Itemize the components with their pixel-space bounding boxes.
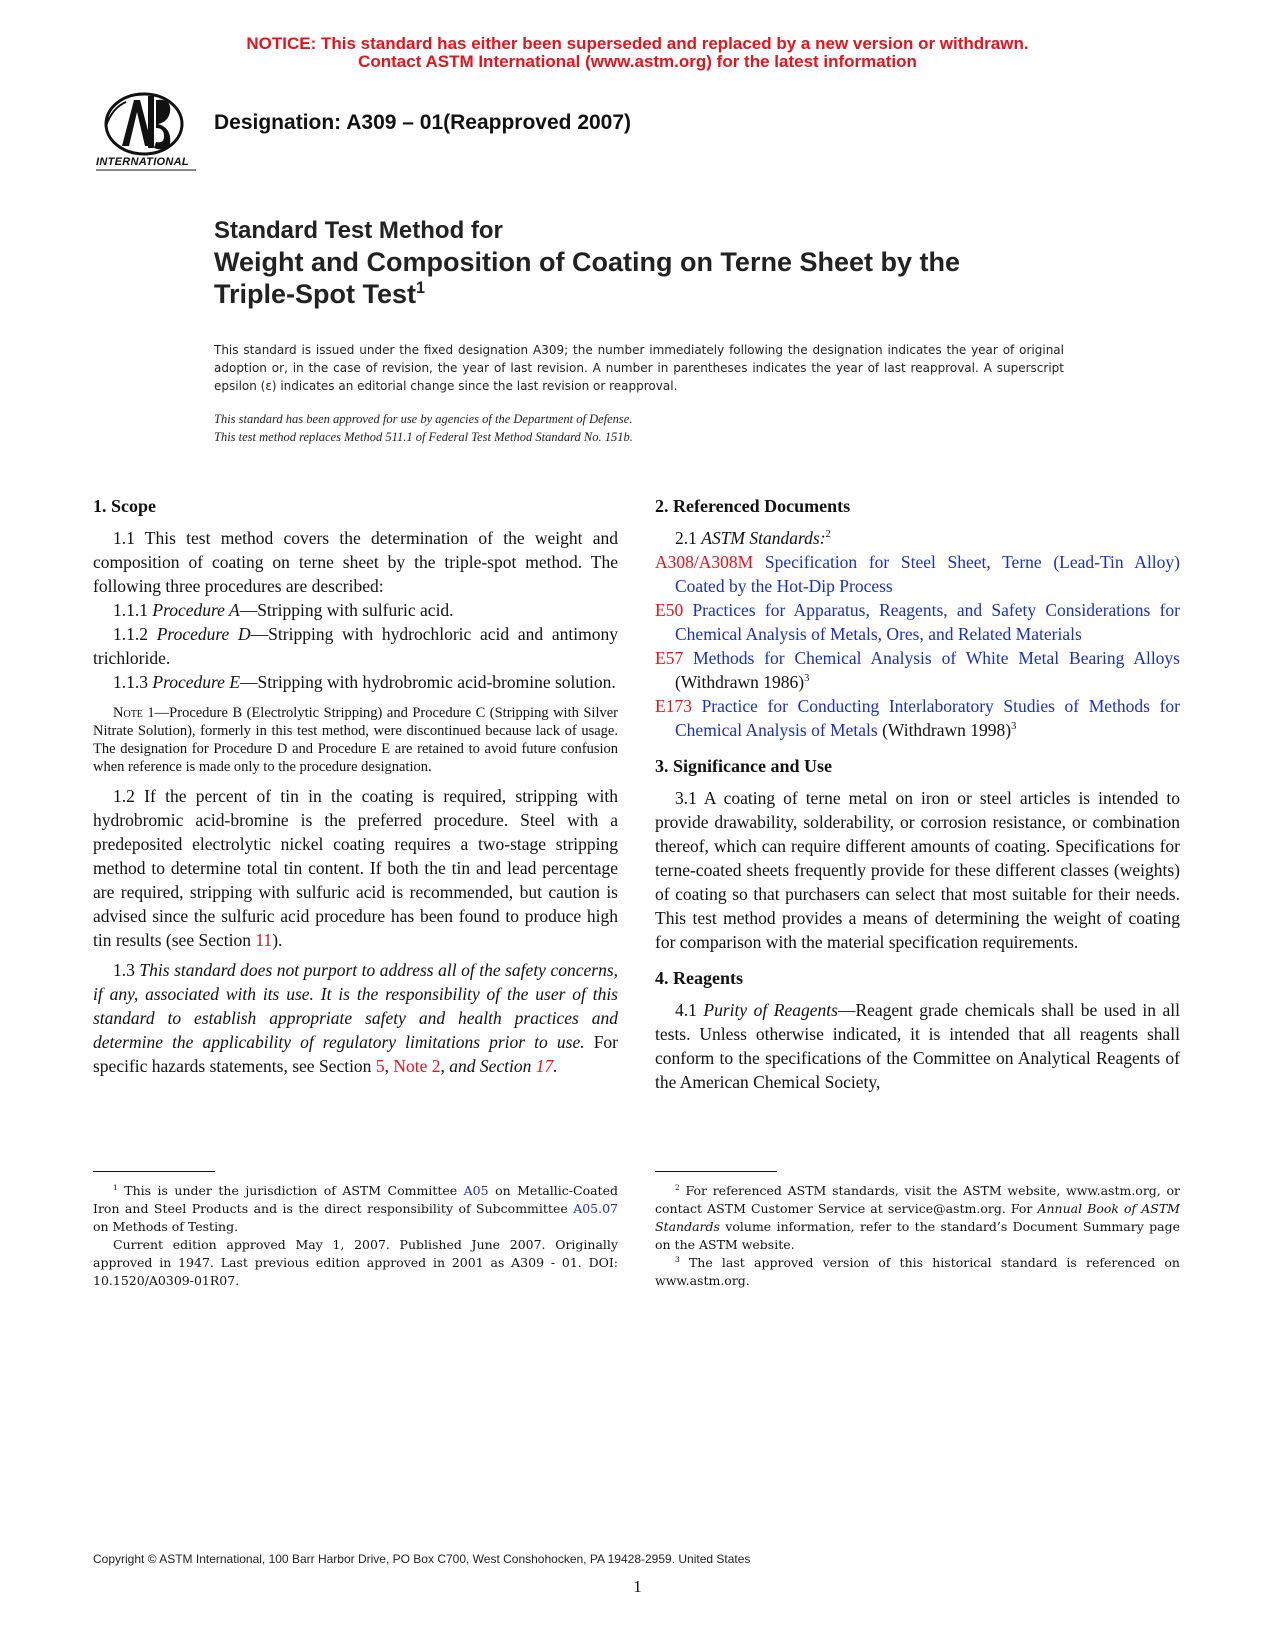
notice-line-1: NOTICE: This standard has either been superseded and replaced by a new version or withdrawn. [246,34,1029,53]
para-1-2-text: 1.2 If the percent of tin in the coating is required, stripping with hydrobromic acid-bromine is the preferred procedure. Steel with a predeposited electrolytic nickel coating requires a two-stage stripping method to determine total tin content. If both the tin and lead percentage are required, stripping with sulfuric acid is recommended, but caution is advised since the sulfuric acid procedure has been found to produce high tin results (see Section [93,786,618,950]
logo-text: INTERNATIONAL [96,156,189,168]
footnote-1 [93,1182,618,1236]
page-number: 1 [633,1577,642,1596]
approval-statement [214,410,1064,446]
reference-mark: 3 [804,673,810,685]
title-line-2: Weight and Composition of Coating on Terne Sheet by the [214,247,960,277]
section-4-heading: 4. Reagents [655,968,743,988]
reference-code[interactable]: E173 [655,696,692,716]
document-title [214,216,1114,310]
para-1-3-and: , and Section [440,1056,536,1076]
purity-label: Purity of Reagents [703,1000,838,1020]
procedure-a-label: Procedure A [152,600,240,620]
reference-item[interactable] [655,646,1180,694]
notice-line-2: Contact ASTM International (www.astm.org) for the latest information [358,52,917,71]
reference-item[interactable] [655,598,1180,646]
designation: Designation: A309 – 01(Reapproved 2007) [214,111,632,134]
reference-title[interactable]: Specification for Steel Sheet, Terne (Lead-Tin Alloy) Coated by the Hot-Dip Process [675,552,1180,596]
title-footnote-mark: 1 [416,279,426,297]
para-1-1-1 [93,598,618,622]
left-column [93,494,618,1078]
footnote-1-c: on Methods of Testing. [93,1219,239,1234]
reference-suffix: (Withdrawn 1998) [877,720,1012,740]
para-4-1-num: 4.1 [675,1000,697,1020]
footnote-1-edition: Current edition approved May 1, 2007. Published June 2007. Originally approved in 1947. Last previous edition approved in 2001 as A309 - 01. DOI: 10.1520/A0309-01R07. [93,1237,618,1288]
para-2-1-mark: 2 [825,529,831,541]
footnote-2-b: volume information, refer to the standard’s Document Summary page on the ASTM website. [655,1219,1180,1252]
title-line-3-text: Triple-Spot Test [214,279,417,309]
reference-title[interactable]: Practice for Conducting Interlaboratory Studies of Methods for Chemical Analysis of Metals [675,696,1181,740]
section-17-link[interactable]: 17 [535,1056,554,1076]
para-1-3-num: 1.3 [113,960,135,980]
reference-item[interactable] [655,550,1180,598]
footnote-2 [655,1182,1180,1254]
para-2-1-num: 2.1 [675,528,697,548]
title-line-1: Standard Test Method for [214,217,503,244]
footnotes-left [93,1182,618,1290]
reference-code[interactable]: E57 [655,648,684,668]
para-1-3-text: For specific hazards statements, see Section [93,1032,618,1076]
committee-a05-link[interactable]: A05 [463,1183,489,1198]
section-5-link[interactable]: 5 [375,1056,385,1076]
section-11-link[interactable]: 11 [255,930,273,950]
note-1 [93,704,618,776]
footnote-2-mark: 2 [675,1182,680,1192]
footnote-rule-left [93,1171,215,1172]
footnote-1-b: on Metallic-Coated Iron and Steel Products and is the direct responsibility of Subcommittee [93,1183,618,1216]
subcommittee-a05-07-link[interactable]: A05.07 [573,1201,618,1216]
section-2-heading: 2. Referenced Documents [655,496,851,516]
footnote-3 [655,1254,1180,1290]
para-2-1 [655,526,1180,550]
para-1-1-2-num: 1.1.2 [113,624,148,644]
section-3-heading: 3. Significance and Use [655,756,833,776]
footnote-2-a: For referenced ASTM standards, visit the ASTM website, www.astm.org, or contact ASTM Customer Service at service@astm.org. For [655,1183,1180,1216]
reference-code[interactable]: E50 [655,600,684,620]
title-line-3 [214,278,1114,310]
reference-title[interactable]: Methods for Chemical Analysis of White Metal Bearing Alloys [693,648,1180,668]
para-3-1: 3.1 A coating of terne metal on iron or steel articles is intended to provide drawability, solderability, or corrosion resistance, or combination thereof, which can require different amounts of coating. Specifications for terne-coated sheets frequently provide for these different classes (weights) of coating so that purchasers can select that most suitable for their needs. This test method provides a means of determining the weight of coating for comparison with the material specification requirements. [655,788,1180,952]
para-1-2 [93,784,618,952]
note-1-label: Note 1 [113,705,155,721]
para-1-3-sep: , [384,1056,394,1076]
issued-statement: This standard is issued under the fixed designation A309; the number immediately following the designation indicates the year of original adoption or, in the case of revision, the year of last revision. A number in parentheses indicates the year of last reapproval. A superscript epsilon (ε) indicates an editorial change since the last revision or reapproval. [214,343,1064,393]
reference-code[interactable]: A308/A308M [655,552,754,572]
reference-suffix: (Withdrawn 1986) [675,672,805,692]
footnote-3-text: The last approved version of this historical standard is referenced on www.astm.org. [655,1255,1180,1288]
note-1-text: —Procedure B (Electrolytic Stripping) and Procedure C (Stripping with Silver Nitrate Solution), formerly in this test method, were discontinued because lack of usage. The designation for Procedure D and Procedure E are retained to avoid future confusion when reference is made only to the procedure designation. [93,705,618,775]
approval-line-1: This standard has been approved for use by agencies of the Department of Defense. [214,412,633,426]
para-1-3-end: . [553,1056,558,1076]
para-4-1 [655,998,1180,1094]
para-1-1: 1.1 This test method covers the determination of the weight and composition of coating on terne sheet by the triple-spot method. The following three procedures are described: [93,528,618,596]
footnote-1-mark: 1 [113,1182,118,1192]
para-1-1-2-text: —Stripping with hydrochloric acid and antimony trichloride. [93,624,619,668]
footnote-1-a: This is under the jurisdiction of ASTM Committee [117,1183,464,1198]
reference-list [655,550,1180,742]
para-1-3-italic: This standard does not purport to address all of the safety concerns, if any, associated with its use. It is the responsibility of the user of this standard to establish appropriate safety and health practices and determine the applicability of regulatory limitations prior to use. [93,960,619,1052]
para-1-1-3-num: 1.1.3 [113,672,148,692]
copyright-line: Copyright © ASTM International, 100 Barr Harbor Drive, PO Box C700, West Conshohocken, PA 19428-2959. United States [93,1552,751,1566]
para-1-1-1-num: 1.1.1 [113,600,148,620]
para-1-1-2 [93,622,618,670]
para-4-1-text: —Reagent grade chemicals shall be used in all tests. Unless otherwise indicated, it is intended that all reagents shall conform to the specifications of the Committee on Analytical Reagents of the American Chemical Society, [655,1000,1180,1092]
procedure-e-label: Procedure E [152,672,241,692]
section-1-heading: 1. Scope [93,496,156,516]
astm-standards-label: ASTM Standards: [701,528,826,548]
procedure-d-label: Procedure D [156,624,251,644]
para-1-1-1-text: —Stripping with sulfuric acid. [239,600,454,620]
footnote-rule-right [655,1171,777,1172]
para-1-1-3 [93,670,618,694]
right-column [655,494,1180,1094]
reference-title[interactable]: Practices for Apparatus, Reagents, and Safety Considerations for Chemical Analysis of Metals, Ores, and Related Materials [675,600,1180,644]
reference-mark: 3 [1011,721,1017,733]
para-1-1-3-text: —Stripping with hydrobromic acid-bromine solution. [240,672,616,692]
footnote-2-italic: Annual Book of ASTM Standards [655,1201,1180,1234]
reference-item[interactable] [655,694,1180,742]
footnotes-right [655,1182,1180,1290]
approval-line-2: This test method replaces Method 511.1 of Federal Test Method Standard No. 151b. [214,430,633,444]
astm-logo [92,86,202,178]
footnote-3-mark: 3 [675,1254,680,1264]
note-2-link[interactable]: Note 2 [393,1056,441,1076]
para-1-3 [93,958,618,1078]
para-1-2-end: ). [272,930,283,950]
